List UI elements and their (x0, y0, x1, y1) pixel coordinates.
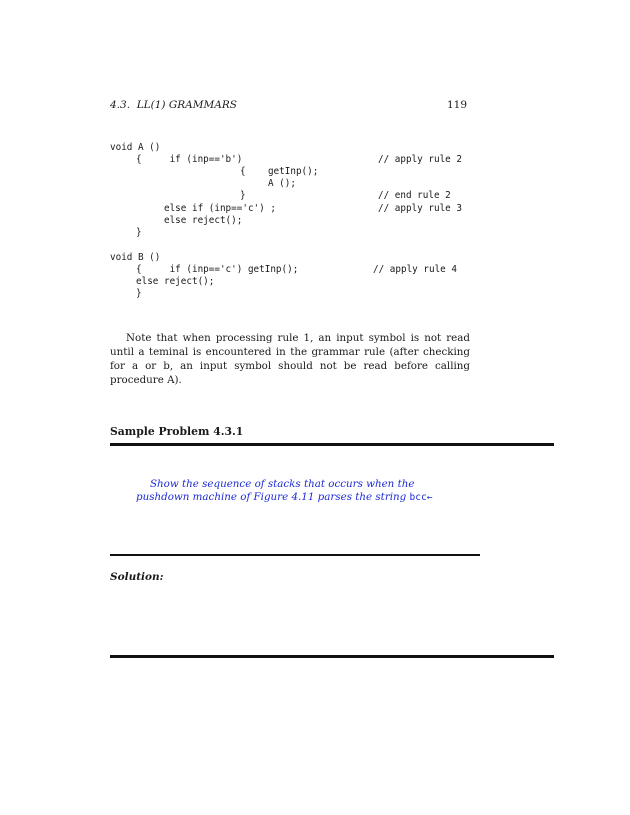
middle-rule (110, 554, 480, 556)
problem-statement (136, 478, 456, 504)
code-line: } (184, 190, 246, 201)
code-line: } (136, 288, 142, 299)
code-line: { if (inp=='b') (136, 154, 243, 165)
code-line: void B () (110, 252, 161, 263)
code-line: A (); (184, 178, 296, 189)
code-line: void A () (110, 142, 161, 153)
code-line: { getInp(); (184, 166, 319, 177)
page-number: 119 (447, 99, 468, 111)
code-comment: // apply rule 2 (378, 154, 462, 165)
bottom-rule (110, 655, 554, 658)
code-line: { if (inp=='c') getInp(); (136, 264, 299, 275)
code-line: else reject(); (136, 276, 215, 287)
problem-string: bcc← (409, 492, 433, 504)
code-comment: // end rule 2 (378, 190, 451, 201)
body-paragraph (110, 331, 470, 387)
paragraph-text: Note that when processing rule 1, an input symbol is not read until a teminal is encountered in the grammar rule (after checking for a or b, an input symbol should not be read before calling procedure A). (110, 332, 470, 386)
problem-text: Show the sequence of stacks that occurs when the pushdown machine of Figure 4.11 parses the string (136, 478, 415, 504)
solution-label: Solution: (110, 571, 164, 583)
code-line: else if (inp=='c') ; (136, 203, 276, 214)
code-comment: // apply rule 4 (373, 264, 457, 275)
code-line: } (136, 227, 142, 238)
sample-problem-heading: Sample Problem 4.3.1 (110, 425, 244, 438)
code-line: else reject(); (136, 215, 243, 226)
top-rule (110, 443, 554, 446)
running-head: 4.3. LL(1) GRAMMARS (110, 99, 237, 111)
code-comment: // apply rule 3 (378, 203, 462, 214)
